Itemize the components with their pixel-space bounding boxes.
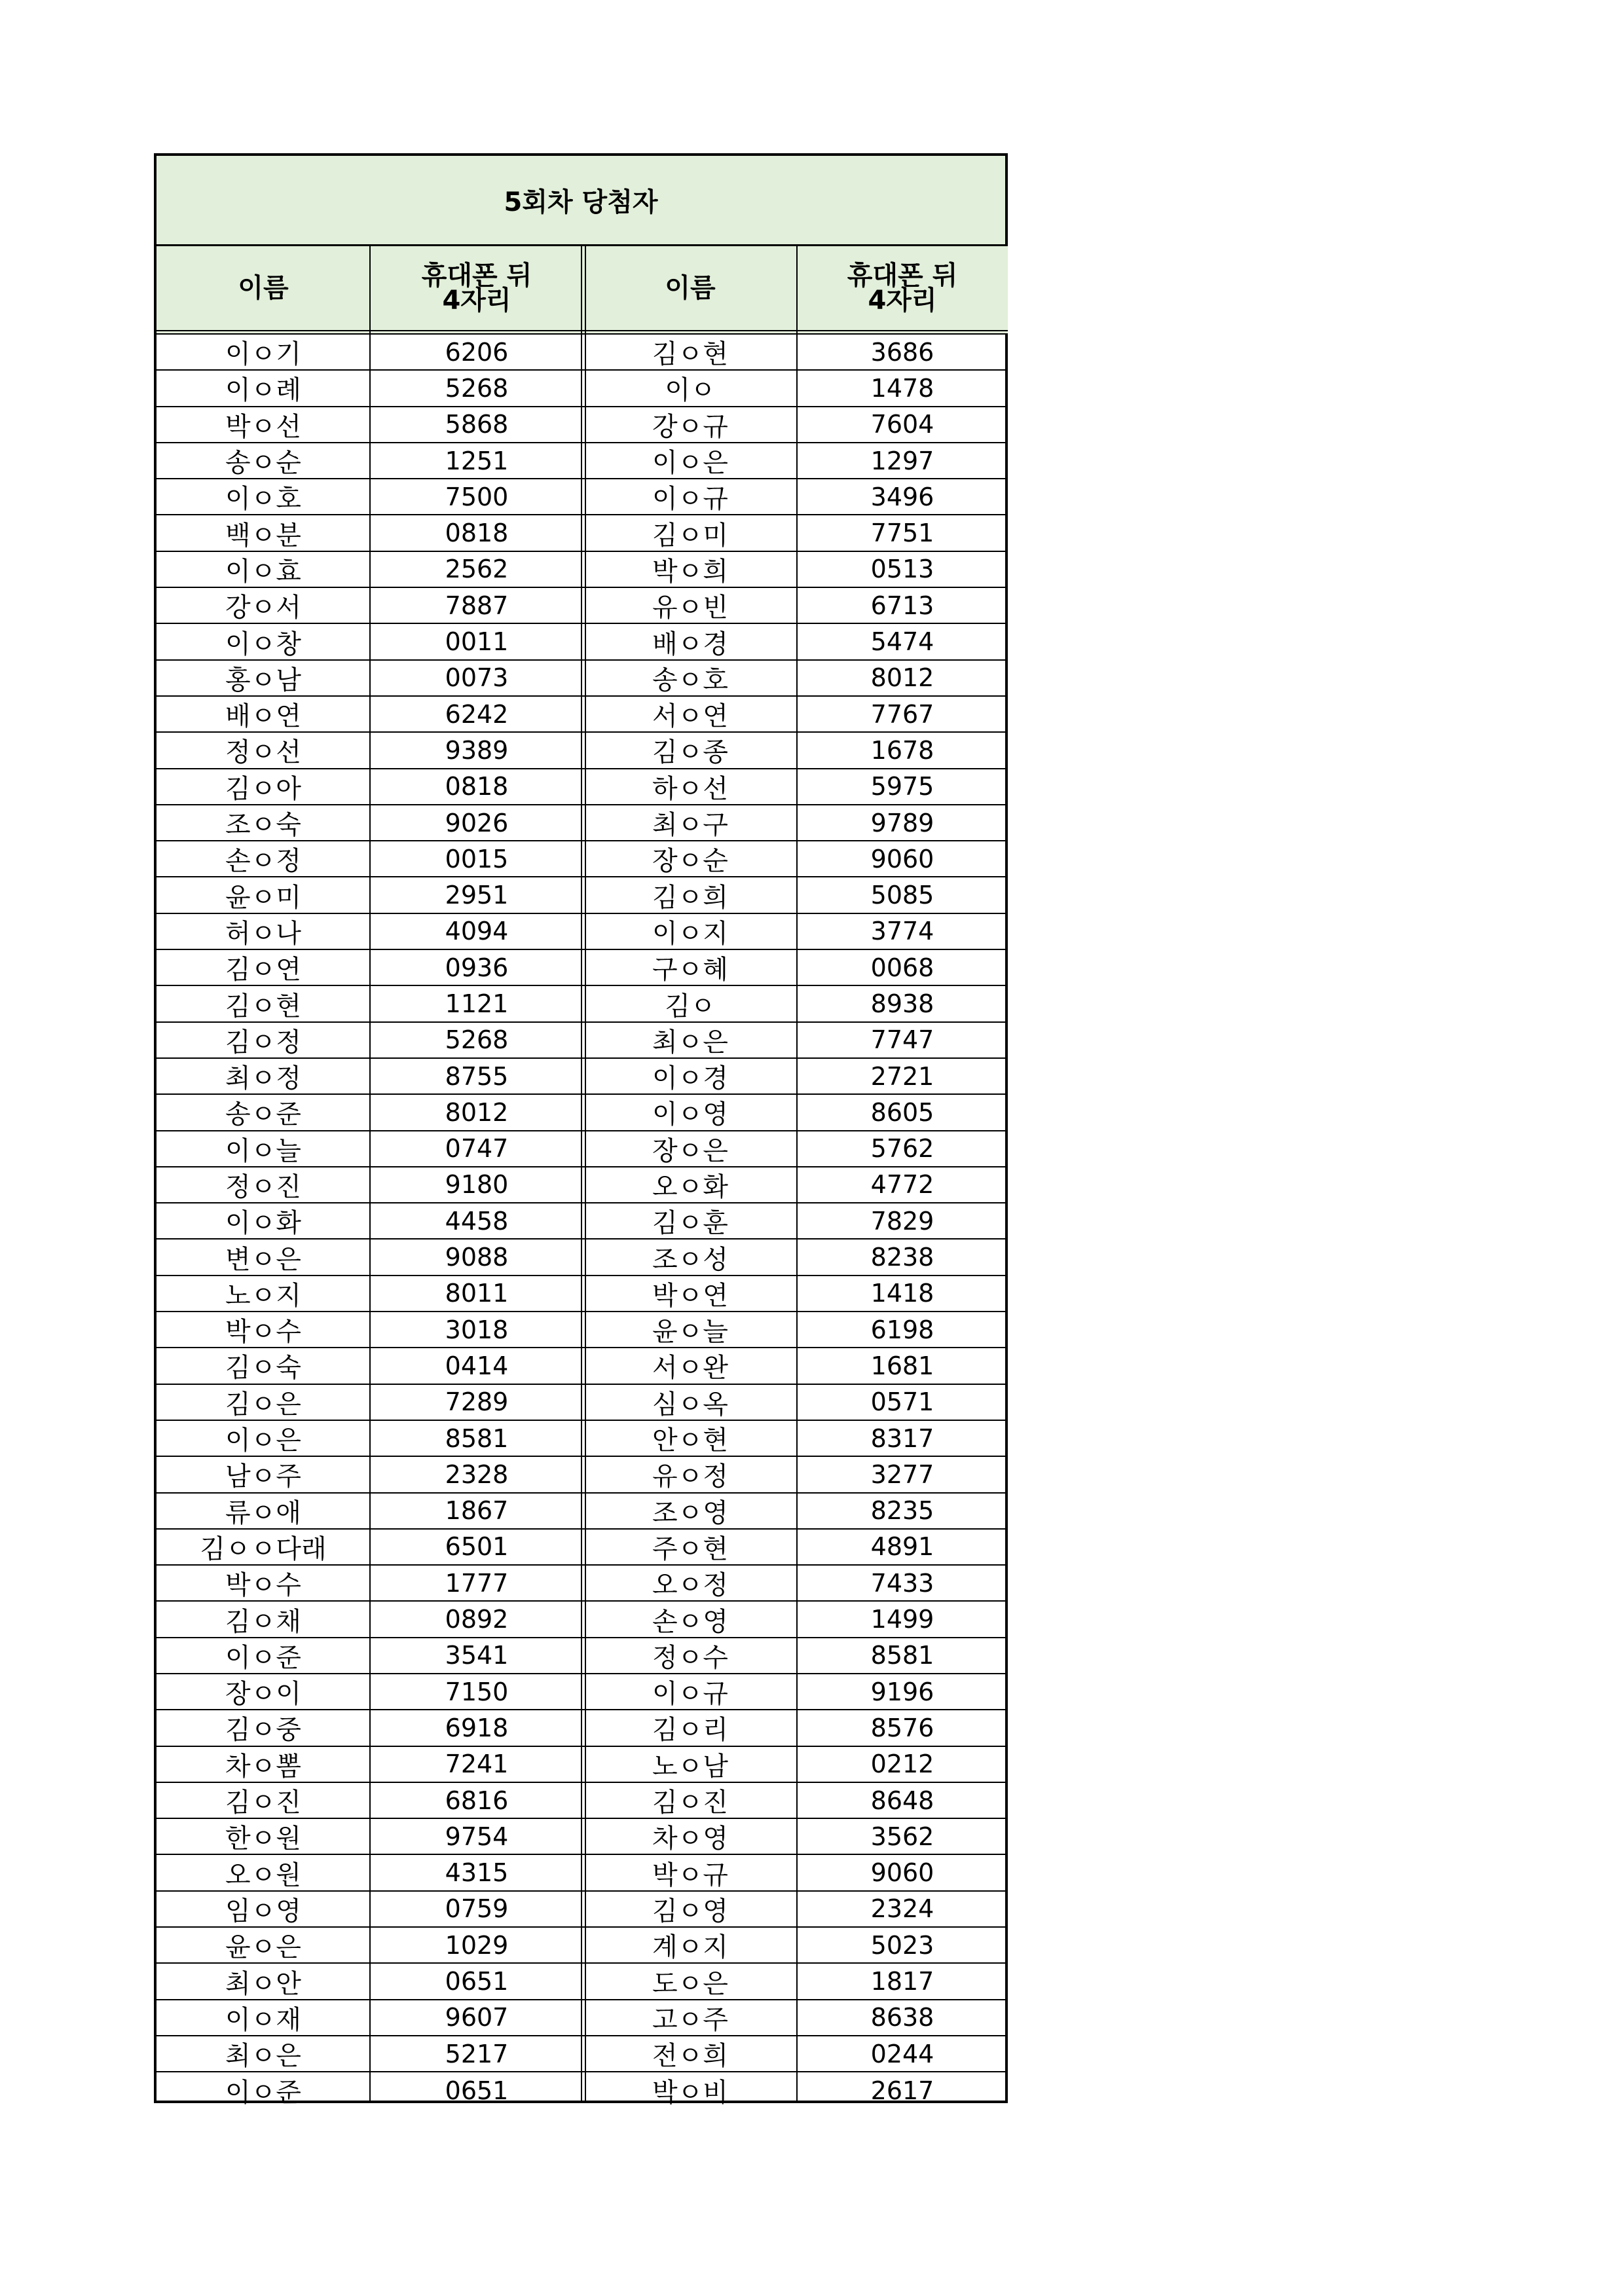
phone-cell: 6816 [445,1786,509,1815]
phone-cell: 9196 [870,1677,934,1706]
phone-cell: 5217 [445,2039,509,2068]
table-title: 5회차 당첨자 [157,156,1005,246]
name-cell: 박ㅇ연 [652,1280,728,1311]
name-cell: 정ㅇ진 [225,1171,301,1202]
phone-cell: 6242 [445,699,509,729]
phone-cell: 0073 [445,663,509,693]
name-cell: 손ㅇ영 [652,1606,728,1637]
phone-cell: 2562 [445,555,509,584]
phone-cell: 1681 [870,1351,934,1380]
phone-cell: 5268 [445,1025,509,1055]
phone-cell: 0892 [445,1605,509,1634]
phone-cell: 9060 [870,1858,934,1888]
column-double-divider [581,246,586,2101]
header-name-1: 이름 [157,246,370,335]
name-cell: 고ㅇ주 [652,2004,728,2035]
phone-cell: 3686 [870,337,934,367]
name-cell: 김ㅇ중 [225,1715,301,1746]
phone-cell: 7150 [445,1677,509,1706]
phone-cell: 5474 [870,627,934,657]
name-cell: 이ㅇ기 [225,339,301,370]
phone-cell: 9088 [445,1243,509,1272]
phone-cell: 8235 [870,1496,934,1526]
phone-cell: 6918 [445,1713,509,1742]
phone-cell: 3018 [445,1315,509,1344]
name-cell: 김ㅇ [665,991,716,1021]
name-cell: 이ㅇ규 [652,1679,728,1710]
name-cell: 배ㅇ경 [652,629,728,659]
winners-table [154,153,1008,2108]
column-divider [796,246,798,2101]
name-cell: 백ㅇ분 [225,520,301,551]
phone-cell: 9607 [445,2003,509,2032]
name-cell: 김ㅇ리 [652,1715,728,1746]
name-cell: 이ㅇ늘 [225,1135,301,1166]
phone-cell: 7289 [445,1387,509,1417]
name-cell: 오ㅇ원 [225,1860,301,1890]
phone-cell: 8581 [870,1641,934,1670]
phone-cell: 1817 [870,1967,934,1996]
phone-cell: 7887 [445,591,509,620]
name-cell: 이ㅇ경 [652,1063,728,1094]
name-cell: 손ㅇ정 [225,846,301,877]
phone-cell: 0759 [445,1894,509,1924]
phone-cell: 9180 [445,1170,509,1200]
name-cell: 최ㅇ정 [225,1063,301,1094]
phone-cell: 4772 [870,1170,934,1200]
column-divider [369,246,371,2101]
name-cell: 이ㅇ효 [225,556,301,587]
name-cell: 최ㅇ은 [652,1027,728,1057]
name-cell: 하ㅇ선 [652,773,728,804]
phone-cell: 0068 [870,953,934,982]
header-phone-1 [370,246,583,335]
name-cell: 김ㅇ정 [225,1027,301,1057]
name-cell: 윤ㅇ미 [225,882,301,913]
name-cell: 장ㅇ순 [652,846,728,877]
phone-cell: 1867 [445,1496,509,1526]
phone-cell: 8581 [445,1423,509,1453]
phone-cell: 8755 [445,1061,509,1091]
name-cell: 구ㅇ혜 [652,955,728,985]
phone-cell: 0015 [445,844,509,873]
name-cell: 오ㅇ정 [652,1570,728,1601]
name-cell: 유ㅇ정 [652,1461,728,1492]
name-cell: 김ㅇ진 [652,1788,728,1818]
phone-cell: 8938 [870,989,934,1018]
phone-cell: 7433 [870,1568,934,1598]
name-cell: 계ㅇ지 [652,1932,728,1963]
name-cell: 도ㅇ은 [652,1968,728,1999]
name-cell: 송ㅇ준 [225,1099,301,1130]
name-cell: 이ㅇ화 [225,1208,301,1239]
phone-cell: 7604 [870,410,934,439]
phone-cell: 1297 [870,446,934,475]
phone-cell: 5268 [445,373,509,403]
phone-cell: 0011 [445,627,509,657]
name-cell: 이ㅇ [665,375,716,406]
name-cell: 윤ㅇ늘 [652,1317,728,1348]
phone-cell: 3496 [870,482,934,511]
name-cell: 차ㅇ뽐 [225,1751,301,1782]
phone-cell: 0747 [445,1134,509,1164]
phone-cell: 5023 [870,1930,934,1960]
name-cell: 조ㅇ영 [652,1497,728,1528]
phone-cell: 8638 [870,2003,934,2032]
name-cell: 이ㅇ은 [225,1425,301,1456]
name-cell: 김ㅇ은 [225,1389,301,1420]
name-cell: 배ㅇ연 [225,701,301,732]
name-cell: 박ㅇ수 [225,1317,301,1348]
name-cell: 서ㅇ완 [652,1353,728,1384]
phone-cell: 0651 [445,1967,509,1996]
name-cell: 김ㅇ아 [225,773,301,804]
name-cell: 홍ㅇ남 [225,665,301,695]
phone-cell: 8576 [870,1713,934,1742]
name-cell: 김ㅇ현 [225,991,301,1021]
name-cell: 김ㅇ연 [225,955,301,985]
phone-cell: 0513 [870,555,934,584]
phone-cell: 9026 [445,808,509,837]
phone-cell: 8012 [870,663,934,693]
phone-cell: 8011 [445,1279,509,1308]
phone-cell: 1418 [870,1279,934,1308]
name-cell: 최ㅇ안 [225,1968,301,1999]
name-cell: 김ㅇ채 [225,1606,301,1637]
phone-cell: 4094 [445,917,509,946]
name-cell: 정ㅇ선 [225,737,301,768]
phone-cell: 0936 [445,953,509,982]
phone-cell: 1121 [445,989,509,1018]
name-cell: 김ㅇ훈 [652,1208,728,1239]
name-cell: 박ㅇ선 [225,411,301,442]
phone-cell: 7747 [870,1025,934,1055]
header-name-2: 이름 [583,246,797,335]
phone-cell: 1499 [870,1605,934,1634]
name-cell: 류ㅇ애 [225,1497,301,1528]
phone-cell: 2328 [445,1460,509,1489]
name-cell: 이ㅇ재 [225,2004,301,2035]
phone-cell: 0244 [870,2039,934,2068]
name-cell: 차ㅇ영 [652,1824,728,1854]
phone-cell: 3774 [870,917,934,946]
phone-cell: 3541 [445,1641,509,1670]
name-cell: 박ㅇ규 [652,1860,728,1890]
name-cell: 송ㅇ호 [652,665,728,695]
phone-cell: 0651 [445,2076,509,2105]
name-cell: 강ㅇ서 [225,593,301,623]
phone-cell: 4315 [445,1858,509,1888]
phone-cell: 8648 [870,1786,934,1815]
name-cell: 이ㅇ준 [225,2078,301,2108]
name-cell: 이ㅇ준 [225,1642,301,1673]
name-cell: 이ㅇ규 [652,484,728,515]
phone-cell: 7751 [870,519,934,548]
name-cell: 이ㅇ호 [225,484,301,515]
name-cell: 강ㅇ규 [652,411,728,442]
phone-cell: 8605 [870,1097,934,1127]
phone-cell: 5868 [445,410,509,439]
phone-cell: 0818 [445,519,509,548]
phone-cell: 6501 [445,1532,509,1562]
name-cell: 임ㅇ영 [225,1896,301,1926]
name-cell: 김ㅇ희 [652,882,728,913]
phone-cell: 9789 [870,808,934,837]
name-cell: 박ㅇ비 [652,2078,728,2108]
phone-cell: 8317 [870,1423,934,1453]
name-cell: 오ㅇ화 [652,1171,728,1202]
name-cell: 최ㅇ은 [225,2041,301,2072]
phone-cell: 8238 [870,1243,934,1272]
name-cell: 김ㅇ현 [652,339,728,370]
name-cell: 김ㅇ진 [225,1788,301,1818]
phone-cell: 2721 [870,1061,934,1091]
phone-cell: 1029 [445,1930,509,1960]
phone-cell: 1678 [870,735,934,765]
phone-cell: 5085 [870,881,934,910]
name-cell: 박ㅇ수 [225,1570,301,1601]
phone-cell: 9060 [870,844,934,873]
name-cell: 조ㅇ성 [652,1244,728,1275]
phone-cell: 7829 [870,1206,934,1236]
phone-cell: 2617 [870,2076,934,2105]
name-cell: 김ㅇ종 [652,737,728,768]
phone-cell: 7241 [445,1750,509,1779]
phone-cell: 7767 [870,699,934,729]
phone-cell: 0212 [870,1750,934,1779]
name-cell: 김ㅇ영 [652,1896,728,1926]
phone-cell: 6713 [870,591,934,620]
name-cell: 박ㅇ희 [652,556,728,587]
header-phone-2 [797,246,1008,335]
name-cell: 서ㅇ연 [652,701,728,732]
name-cell: 장ㅇ은 [652,1135,728,1166]
phone-cell: 3562 [870,1822,934,1851]
name-cell: 변ㅇ은 [225,1244,301,1275]
phone-cell: 7500 [445,482,509,511]
name-cell: 이ㅇ지 [652,918,728,949]
phone-cell: 5975 [870,772,934,801]
phone-cell: 5762 [870,1134,934,1164]
phone-cell: 2324 [870,1894,934,1924]
name-cell: 전ㅇ희 [652,2041,728,2072]
name-cell: 최ㅇ구 [652,810,728,841]
name-cell: 정ㅇ수 [652,1642,728,1673]
name-cell: 장ㅇ이 [225,1679,301,1710]
name-cell: 유ㅇ빈 [652,593,728,623]
phone-cell: 9754 [445,1822,509,1851]
phone-cell: 6206 [445,337,509,367]
name-cell: 노ㅇ지 [225,1280,301,1311]
header-phone-2-text: 휴대폰 뒤 4자리 [847,261,958,316]
name-cell: 이ㅇ창 [225,629,301,659]
phone-cell: 8012 [445,1097,509,1127]
name-cell: 한ㅇ원 [225,1824,301,1854]
phone-cell: 1478 [870,373,934,403]
name-cell: 이ㅇ례 [225,375,301,406]
name-cell: 송ㅇ순 [225,448,301,479]
phone-cell: 0571 [870,1387,934,1417]
phone-cell: 0818 [445,772,509,801]
name-cell: 김ㅇ숙 [225,1353,301,1384]
phone-cell: 9389 [445,735,509,765]
name-cell: 심ㅇ옥 [652,1389,728,1420]
name-cell: 노ㅇ남 [652,1751,728,1782]
name-cell: 윤ㅇ은 [225,1932,301,1963]
name-cell: 이ㅇ은 [652,448,728,479]
name-cell: 이ㅇ영 [652,1099,728,1130]
header-phone-1-text: 휴대폰 뒤 4자리 [421,261,532,316]
name-cell: 김ㅇㅇ다래 [200,1533,327,1564]
phone-cell: 3277 [870,1460,934,1489]
phone-cell: 2951 [445,881,509,910]
name-cell: 허ㅇ나 [225,918,301,949]
name-cell: 남ㅇ주 [225,1461,301,1492]
phone-cell: 6198 [870,1315,934,1344]
phone-cell: 1777 [445,1568,509,1598]
name-cell: 김ㅇ미 [652,520,728,551]
name-cell: 안ㅇ현 [652,1425,728,1456]
name-cell: 조ㅇ숙 [225,810,301,841]
phone-cell: 1251 [445,446,509,475]
phone-cell: 4458 [445,1206,509,1236]
phone-cell: 0414 [445,1351,509,1380]
phone-cell: 4891 [870,1532,934,1562]
name-cell: 주ㅇ현 [652,1533,728,1564]
